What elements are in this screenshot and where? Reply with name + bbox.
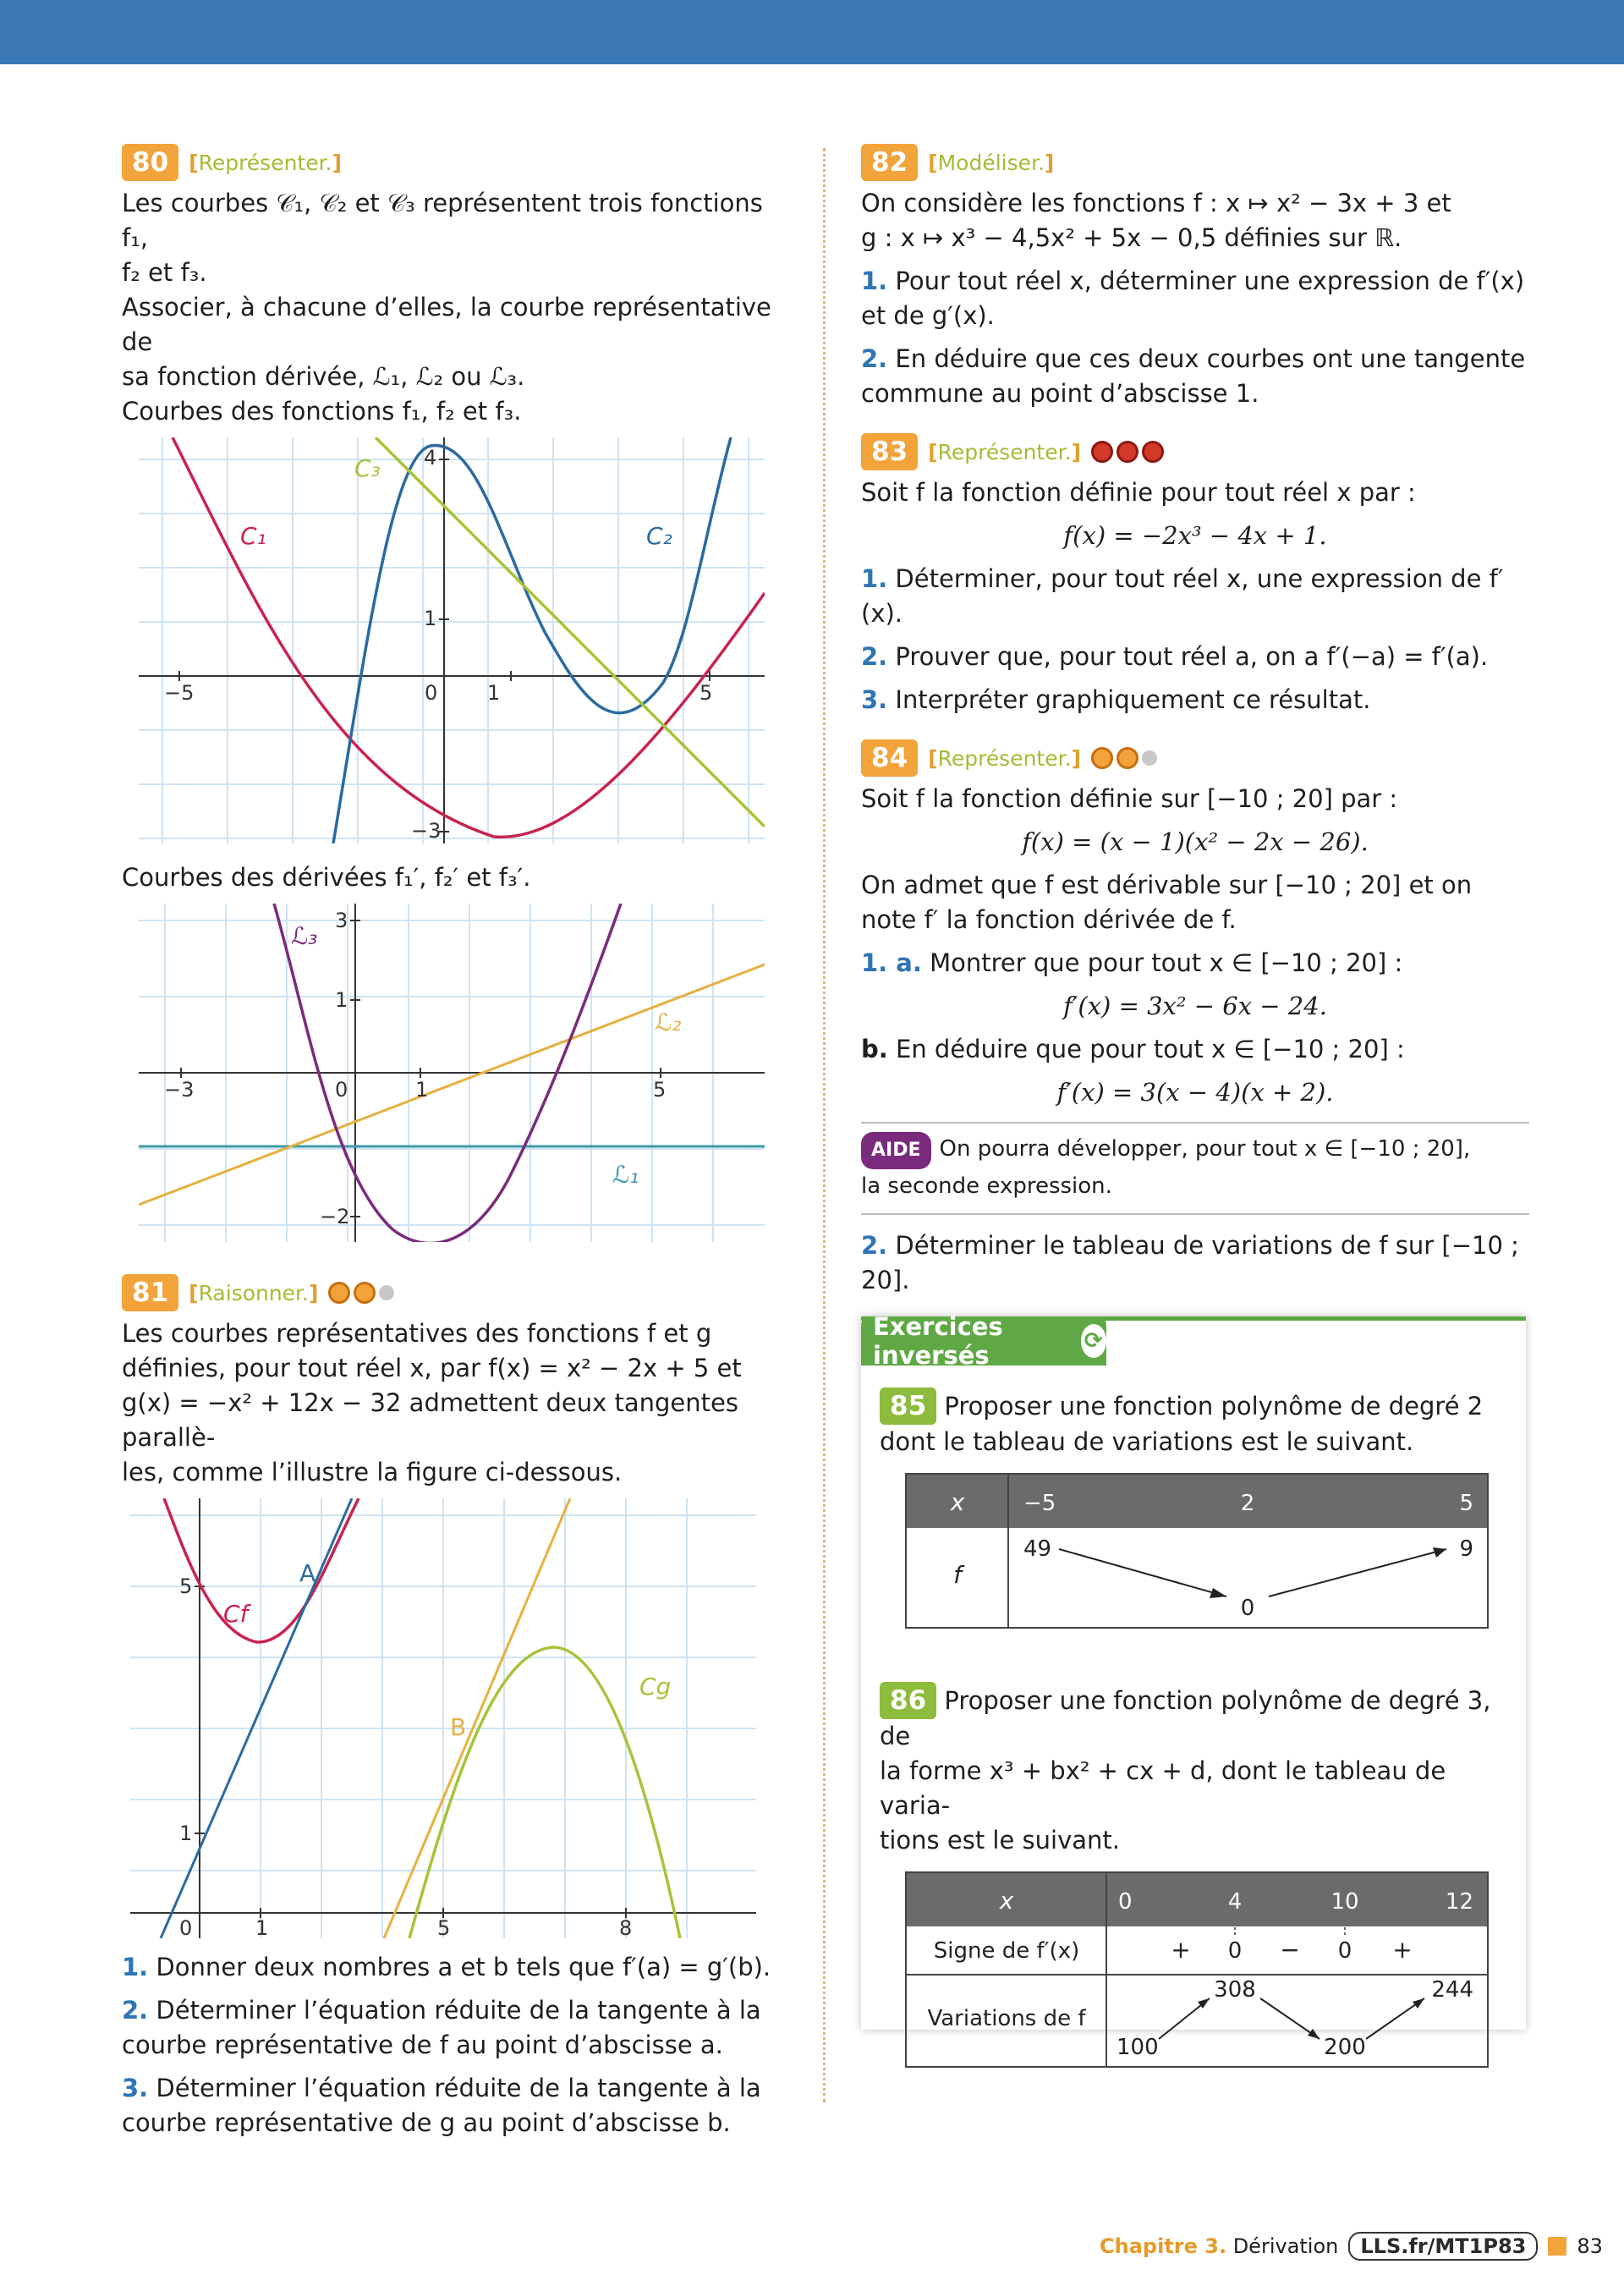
ex82-text: On considère les fonctions f : x ↦ x² − 3x + 3 et g : x ↦ x³ − 4,5x² + 5x − 0,5 définies sur ℝ.	[861, 189, 1451, 252]
top-banner	[0, 0, 1624, 64]
tick-y-1: 1	[335, 988, 348, 1012]
tick-x-m3: −3	[164, 1078, 195, 1102]
ex84-formula-deriv1: f′(x) = 3x² − 6x − 24.	[1063, 992, 1327, 1020]
ex81-q1: 1. Donner deux nombres a et b tels que f′(a) = g′(b).	[122, 1953, 771, 1981]
ex84-difficulty	[1091, 747, 1157, 769]
tick-x-1: 1	[255, 1916, 269, 1938]
tick-y-5: 5	[179, 1574, 193, 1598]
ex80-header	[122, 144, 782, 181]
ex81-graph	[130, 1498, 756, 1938]
ex80-graph-derivatives	[139, 904, 765, 1242]
tick-x-1: 1	[487, 681, 501, 705]
tick-x-0: 0	[335, 1078, 348, 1102]
ex85-variation-table	[905, 1473, 1489, 1629]
ex86	[880, 1682, 1514, 2071]
ex84-header	[861, 739, 1529, 777]
ex80-derivatives-caption: Courbes des dérivées f₁′, f₂′ et f₃′.	[122, 863, 531, 892]
svg-text:0: 0	[1118, 1889, 1133, 1915]
ex81-header	[122, 1274, 782, 1311]
ex82-skill: [Modéliser.]	[928, 150, 1055, 175]
label-B: B	[450, 1713, 467, 1741]
tick-x-8: 8	[619, 1916, 633, 1938]
label-C3: C₃	[354, 454, 381, 482]
label-L1: ℒ₁	[612, 1161, 639, 1189]
tick-x-5: 5	[437, 1916, 451, 1938]
svg-text:5: 5	[1459, 1491, 1473, 1516]
svg-text:f: f	[953, 1561, 962, 1589]
label-L2: ℒ₂	[655, 1008, 682, 1036]
svg-text:+: +	[1171, 1936, 1191, 1964]
ex81-q2: 2. Déterminer l’équation réduite de la tangente à la courbe représentative de f au point d’abscisse a.	[122, 1996, 761, 2059]
label-C1: C₁	[240, 522, 266, 550]
label-Cf: Cf	[223, 1600, 249, 1628]
tick-y-3: 3	[335, 909, 348, 932]
svg-text:308: 308	[1214, 1977, 1256, 2003]
right-column	[861, 144, 1529, 1306]
ex84-formula: f(x) = (x − 1)(x² − 2x − 26).	[1022, 827, 1369, 856]
aide-badge: AIDE	[861, 1132, 931, 1169]
ex84-q1a: 1. a. Montrer que pour tout x ∈ [−10 ; 20] :	[861, 948, 1403, 977]
ex83-q2: 2. Prouver que, pour tout réel a, on a f′(−a) = f′(a).	[861, 642, 1489, 671]
ex82-q2: 2. En déduire que ces deux courbes ont une tangente commune au point d’abscisse 1.	[861, 344, 1526, 408]
ex81-skill: [Raisonner.]	[189, 1280, 319, 1305]
column-divider	[823, 148, 826, 2102]
tick-x-1: 1	[415, 1078, 429, 1102]
label-A: A	[299, 1559, 316, 1587]
label-C2: C₂	[646, 522, 672, 550]
svg-text:49: 49	[1023, 1536, 1052, 1562]
ex83-q3: 3. Interpréter graphiquement ce résultat.	[861, 685, 1371, 714]
ex80-text: Les courbes 𝒞₁, 𝒞₂ et 𝒞₃ représentent trois fonctions f₁, f₂ et f₃. Associer, à chacune d’elles, la courbe représentative de sa fonction dérivée, ℒ₁, ℒ₂ ou ℒ₃. Courbes des fonctions f₁, f₂ et f₃.	[122, 189, 771, 426]
ex80-skill: [Représenter.]	[189, 150, 342, 175]
ex84-formula-deriv2: f′(x) = 3(x − 4)(x + 2).	[1056, 1078, 1334, 1107]
ex83-q1: 1. Déterminer, pour tout réel x, une expression de f′(x).	[861, 564, 1504, 628]
svg-text:0: 0	[1337, 1938, 1352, 1964]
tick-x-5: 5	[653, 1078, 667, 1102]
ex86-number: 86	[880, 1682, 936, 1719]
svg-text:x: x	[999, 1887, 1014, 1915]
tick-x-0: 0	[179, 1916, 193, 1938]
svg-text:Variations de f: Variations de f	[927, 2006, 1086, 2031]
svg-text:x: x	[950, 1488, 965, 1516]
svg-text:2: 2	[1240, 1491, 1255, 1516]
ex83-difficulty	[1091, 441, 1164, 463]
svg-text:4: 4	[1227, 1889, 1243, 1915]
ex83-number: 83	[861, 433, 918, 470]
svg-text:244: 244	[1431, 1977, 1473, 2003]
svg-text:+: +	[1392, 1936, 1413, 1964]
ex83-skill: [Représenter.]	[928, 439, 1081, 464]
tick-x-0: 0	[425, 681, 438, 705]
refresh-icon: ⟳	[1081, 1324, 1106, 1358]
tick-y-1: 1	[179, 1822, 193, 1845]
left-column	[122, 144, 782, 2149]
ex81-text: Les courbes représentatives des fonctions f et g définies, pour tout réel x, par f(x) = x² − 2x + 5 et g(x) = −x² + 12x − 32 admettent deux tangentes parallè- les, comme l’illustre la figure ci-dessous.	[122, 1319, 742, 1486]
svg-text:10: 10	[1330, 1889, 1359, 1915]
tick-y-4: 4	[424, 446, 437, 470]
footer-square	[1548, 2237, 1566, 2256]
ex84-aide: AIDE On pourra développer, pour tout x ∈ [−10 ; 20], la seconde expression.	[861, 1122, 1529, 1215]
tick-y-1: 1	[424, 607, 437, 630]
svg-text:9: 9	[1459, 1536, 1473, 1562]
inverse-exercises-tab: Exercices inversés ⟳	[861, 1316, 1106, 1366]
ex80-number: 80	[122, 144, 178, 181]
tick-y-m3: −3	[411, 819, 442, 843]
ex81-difficulty	[328, 1282, 394, 1304]
ex84-skill: [Représenter.]	[928, 745, 1081, 771]
ex82-header	[861, 144, 1529, 181]
ex81-q3: 3. Déterminer l’équation réduite de la tangente à la courbe représentative de g au point d’abscisse b.	[122, 2074, 761, 2137]
ex83-header	[861, 433, 1529, 470]
svg-text:−: −	[1280, 1936, 1300, 1964]
footer-link[interactable]: LLS.fr/MT1P83	[1348, 2232, 1538, 2261]
svg-text:−5: −5	[1023, 1491, 1056, 1516]
ex86-variation-table	[905, 1871, 1489, 2068]
ex85-text: 85 Proposer une fonction polynôme de degré 2 dont le tableau de variations est le suivant.	[880, 1388, 1514, 1459]
ex84-text2: On admet que f est dérivable sur [−10 ; 20] et on note f′ la fonction dérivée de f.	[861, 871, 1473, 934]
label-Cg: Cg	[639, 1673, 672, 1701]
tick-y-m2: −2	[320, 1205, 350, 1228]
ex80-graph-functions	[139, 437, 765, 844]
svg-text:200: 200	[1324, 2035, 1366, 2060]
svg-text:0: 0	[1240, 1596, 1255, 1621]
ex84-q2: 2. Déterminer le tableau de variations de f sur [−10 ; 20].	[861, 1231, 1519, 1294]
page-number: 83	[1577, 2234, 1603, 2258]
ex86-text: 86 Proposer une fonction polynôme de degré 3, de la forme x³ + bx² + cx + d, dont le tableau de varia- tions est le suivant.	[880, 1682, 1514, 1858]
svg-text:Signe de f′(x): Signe de f′(x)	[933, 1938, 1080, 1964]
ex83-text: Soit f la fonction définie pour tout réel x par :	[861, 478, 1416, 507]
ex83-formula: f(x) = −2x³ − 4x + 1.	[1063, 521, 1327, 550]
ex81-number: 81	[122, 1274, 178, 1311]
ex82-number: 82	[861, 144, 918, 181]
svg-text:12: 12	[1445, 1889, 1473, 1915]
ex82-q1: 1. Pour tout réel x, déterminer une expression de f′(x) et de g′(x).	[861, 267, 1525, 330]
tick-x-5: 5	[700, 681, 713, 705]
svg-text:0: 0	[1227, 1938, 1243, 1964]
ex84-text: Soit f la fonction définie sur [−10 ; 20] par :	[861, 784, 1398, 813]
page-footer	[1100, 2232, 1603, 2261]
tick-x-m5: −5	[164, 681, 195, 705]
label-L3: ℒ₃	[291, 922, 318, 950]
ex84-q1b: b. En déduire que pour tout x ∈ [−10 ; 20] :	[861, 1035, 1405, 1063]
footer-chapter: Chapitre 3. Dérivation	[1100, 2234, 1339, 2258]
ex85	[880, 1388, 1514, 1632]
ex84-number: 84	[861, 739, 918, 777]
svg-text:100: 100	[1116, 2035, 1159, 2060]
ex85-number: 85	[880, 1388, 936, 1425]
